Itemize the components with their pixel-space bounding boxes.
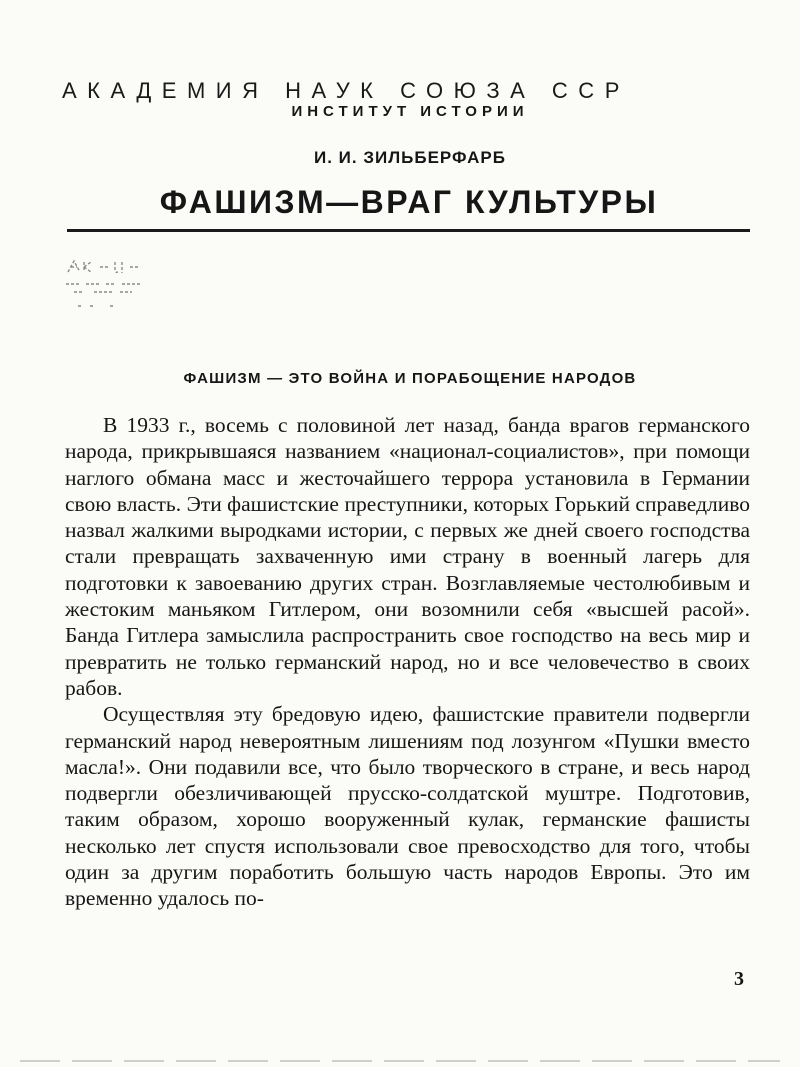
- title-divider: [67, 229, 750, 232]
- institute-header: ИНСТИТУТ ИСТОРИИ: [291, 103, 529, 120]
- body-text: [65, 412, 750, 912]
- author-name: И. И. ЗИЛЬБЕРФАРБ: [314, 148, 506, 167]
- section-heading: ФАШИЗМ — ЭТО ВОЙНА И ПОРАБОЩЕНИЕ НАРОДОВ: [183, 370, 637, 387]
- paragraph: В 1933 г., восемь с половиной лет назад, банда врагов германского народа, прикрывшаяся названием «национал-социалистов», при помощи наглого обмана масс и жесточайшего террора установила в Германии свою власть. Эти фашистские преступники, которых Горький справедливо назвал жалкими выродками истории, с первых же дней своего господства стали превращать захваченную ими страну в военный лагерь для подготовки к завоеванию других стран. Возглавляемые честолюбивым и жестоким маньяком Гитлером, они возомнили себя «высшей расой». Банда Гитлера замыслила распространить свое господство на весь мир и превратить не только германский народ, но и все человечество в своих рабов.: [65, 413, 750, 700]
- bottom-edge-rule: [20, 1060, 780, 1062]
- academy-header: АКАДЕМИЯ НАУК СОЮЗА ССР: [62, 78, 630, 103]
- page-number: 3: [734, 968, 744, 990]
- book-title: ФАШИЗМ—ВРАГ КУЛЬТУРЫ: [159, 184, 659, 220]
- library-stamp-mark: [60, 258, 170, 318]
- paragraph: Осуществляя эту бредовую идею, фашистские правители подвергли германский народ невероятным лишениям под лозунгом «Пушки вместо масла!». Они подавили все, что было творческого в стране, и весь народ подвергли обезличивающей прусско-солдатской муштре. Подготовив, таким образом, хорошо вооруженный кулак, германские фашисты несколько лет спустя использовали свое превосходство для того, чтобы один за другим поработить большую часть народов Европы. Это им временно удалось по-: [65, 702, 750, 911]
